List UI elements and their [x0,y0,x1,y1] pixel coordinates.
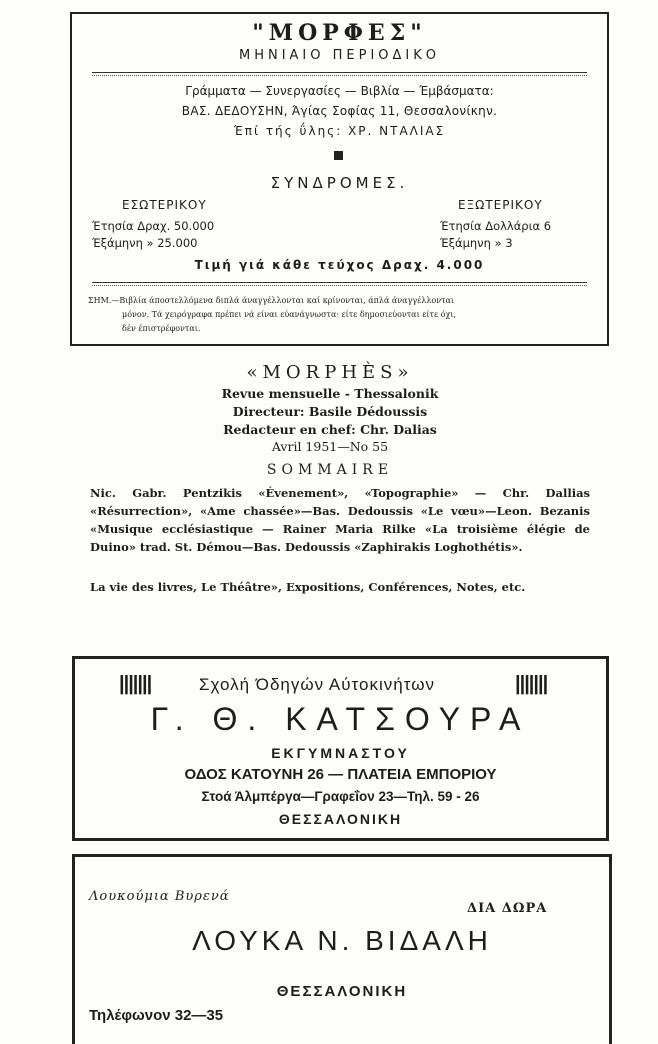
issue-price: Τιμή γιά κάθε τεύχος Δραχ. 4.000 [194,258,485,272]
morphes-editor: Redacteur en chef: Chr. Dalias [223,422,437,437]
barcode-ornament-left: ||||||| [119,673,152,695]
note-line-3: δέν έπιστρέφονται. [122,324,201,333]
domestic-semiannual: Έξάμηνη » 25.000 [92,236,198,250]
domestic-heading: ΕΣΩΤΕΡΙΚΟΥ [122,198,207,212]
note-line-1: ΣΗΜ.—Βιβλία άποστελλόμενα διπλά άναγγέλλονται καί κρίνονται, άπλά άναγγέλλονται [88,296,455,305]
divider [92,282,587,287]
vidali-top-left: Λουκούμια Βυρενά [89,889,230,904]
morphes-title: «MORPHÈS» [246,362,414,383]
vidali-phone: Τηλέφωνον 32—35 [89,1007,224,1024]
vidali-ad-box [72,854,612,1044]
divider [92,72,587,77]
morfes-title: "ΜΟΡΦΕΣ" [252,20,427,46]
sommaire-contents: Nic. Gabr. Pentzikis «Évenement», «Topographie» — Chr. Dallias «Résurrection», «Ame chassée»—Bas. Dedoussis «Le vœu»—Leon. Bezanis «Musique ecclésiastique — Rainer Maria Rilke «La troisième élégie de Duino» trad. St. Démou—Bas. Dedoussis «Zaphirakis Loghothétis». [90,486,590,554]
katsoura-role: ΕΚΓΥΜΝΑΣΤΟΥ [271,745,410,761]
morfes-contact-line: Γράμματα — Συνεργασίες — Βιβλία — Έμβάσματα: [185,84,494,98]
morphes-director: Directeur: Basile Dédoussis [232,404,428,419]
sommaire-sections: La vie des livres, Le Théâtre», Expositions, Conférences, Notes, etc. [90,580,526,594]
morfes-address-line: ΒΑΣ. ΔΕΔΟΥΣΗΝ, Άγίας Σοφίας 11, Θεσσαλονίκην. [181,104,498,118]
barcode-ornament-right: ||||||| [515,673,548,695]
morphes-issue: Avril 1951—No 55 [271,439,389,454]
subscriptions-title: ΣΥΝΔΡΟΜΕΣ. [270,174,409,192]
morfes-editor-line: Έπί τής ΰλης: ΧΡ. ΝΤΑΛΙΑΣ [233,124,446,138]
vidali-top-right: ΔΙΑ ΔΩΡΑ [467,901,548,916]
morphes-revue: Revue mensuelle - Thessalonik [221,386,439,401]
katsoura-ad-box [72,656,609,841]
morfes-masthead-box [70,12,609,346]
foreign-semiannual: Έξάμηνη » 3 [440,236,513,250]
note-line-2: μόνον. Τά χειρόγραφα πρέπει νά είναι εύανάγνωστα· είτε δημοσιεύονται είτε όχι, [122,310,456,319]
vidali-city: ΘΕΣΣΑΛΟΝΙΚΗ [276,983,408,1000]
foreign-heading: ΕΞΩΤΕΡΙΚΟΥ [458,198,543,212]
school-name: Σχολή Όδηγών Αύτοκινήτων [199,675,435,694]
katsoura-office: Στοά Άλμπέργα—Γραφεΐον 23—Τηλ. 59 - 26 [201,789,480,804]
domestic-annual: Έτησία Δραχ. 50.000 [92,219,215,233]
ornament-square-icon [334,151,343,160]
vidali-name: ΛΟΥΚΑ Ν. ΒΙΔΑΛΗ [192,925,492,956]
morfes-subtitle: ΜΗΝΙΑΙΟ ΠΕΡΙΟΔΙΚΟ [238,48,441,63]
foreign-annual: Έτησία Δολλάρια 6 [440,219,552,233]
katsoura-address: ΟΔΟΣ ΚΑΤΟΥΝΗ 26 — ΠΛΑΤΕΙΑ ΕΜΠΟΡΙΟΥ [184,766,497,783]
katsoura-city: ΘΕΣΣΑΛΟΝΙΚΗ [278,811,403,827]
katsoura-name: Γ. Θ. ΚΑΤΣΟΥΡΑ [150,701,531,737]
sommaire-heading: SOMMAIRE [266,462,394,478]
